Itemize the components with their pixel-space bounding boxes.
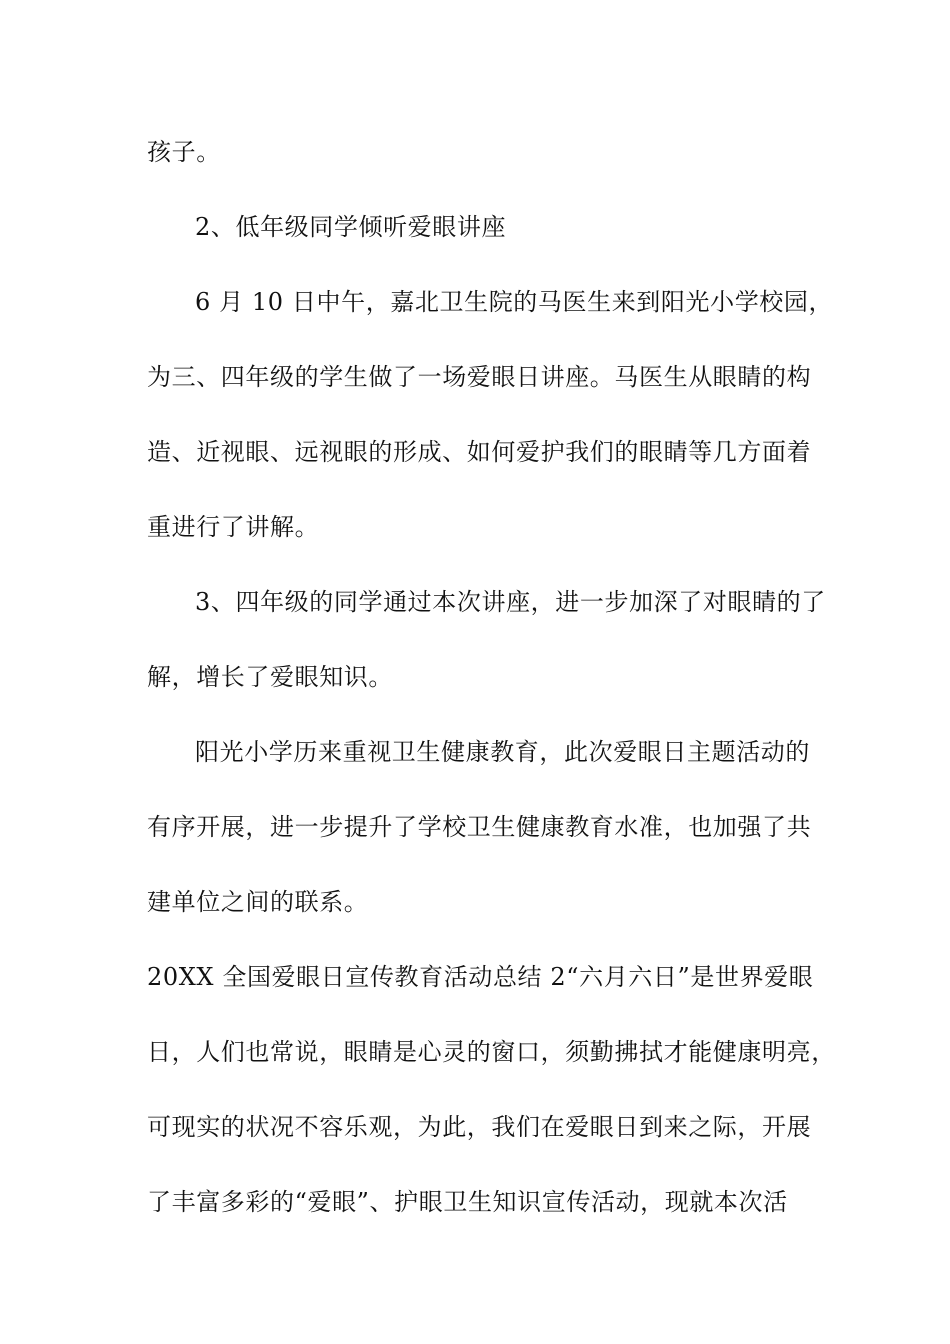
section-heading: 2、低年级同学倾听爱眼讲座 xyxy=(195,213,507,241)
paragraph-line: 6 月 10 日中午，嘉北卫生院的马医生来到阳光小学校园， xyxy=(195,288,834,316)
paragraph-line: 20XX 全国爱眼日宣传教育活动总结 2“六月六日”是世界爱眼 xyxy=(147,963,814,991)
paragraph-line: 解，增长了爱眼知识。 xyxy=(147,663,393,691)
text-line: 孩子。 xyxy=(147,138,221,166)
paragraph-line: 有序开展，进一步提升了学校卫生健康教育水准，也加强了共 xyxy=(147,813,812,841)
paragraph-line: 了丰富多彩的“爱眼”、护眼卫生知识宣传活动，现就本次活 xyxy=(147,1188,788,1216)
paragraph-line: 建单位之间的联系。 xyxy=(147,888,369,916)
paragraph-line: 重进行了讲解。 xyxy=(147,513,320,541)
paragraph-line: 造、近视眼、远视眼的形成、如何爱护我们的眼睛等几方面着 xyxy=(147,438,812,466)
paragraph-line: 日，人们也常说，眼睛是心灵的窗口，须勤拂拭才能健康明亮， xyxy=(147,1038,836,1066)
paragraph-line: 3、四年级的同学通过本次讲座，进一步加深了对眼睛的了 xyxy=(195,588,826,616)
paragraph-line: 阳光小学历来重视卫生健康教育，此次爱眼日主题活动的 xyxy=(195,738,810,766)
paragraph-line: 可现实的状况不容乐观，为此，我们在爱眼日到来之际，开展 xyxy=(147,1113,812,1141)
paragraph-line: 为三、四年级的学生做了一场爱眼日讲座。马医生从眼睛的构 xyxy=(147,363,812,391)
